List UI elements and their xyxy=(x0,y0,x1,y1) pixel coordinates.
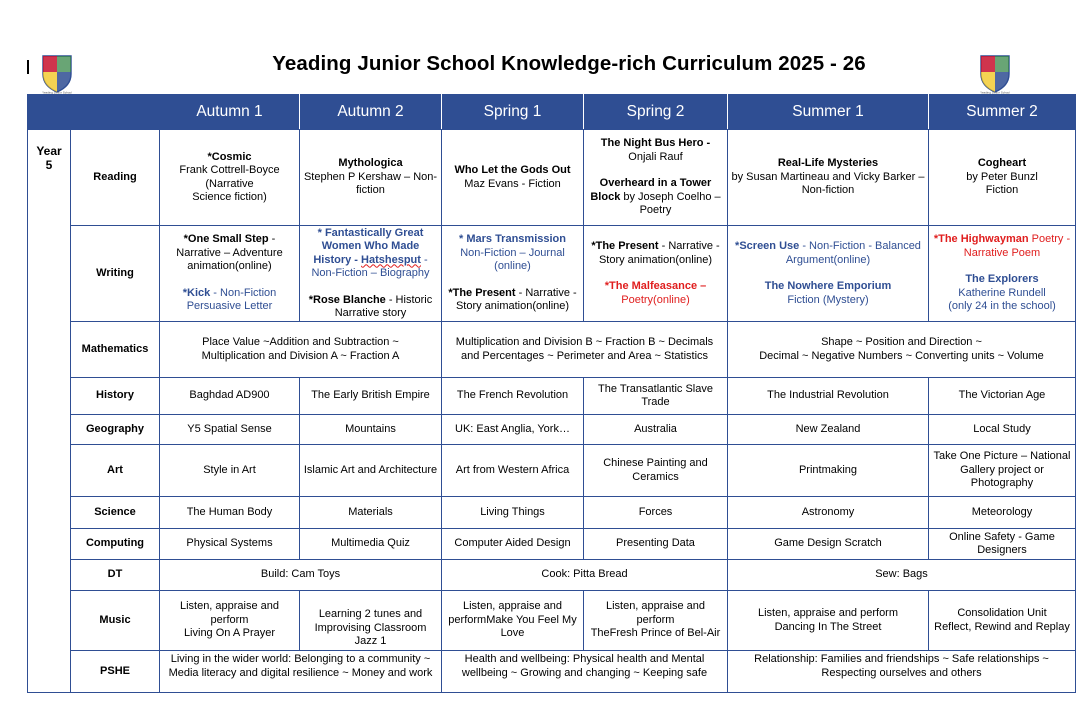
header-autumn-2: Autumn 2 xyxy=(300,95,442,130)
subject-science: Science xyxy=(71,497,160,529)
science-summer-1: Astronomy xyxy=(728,497,929,529)
reading-spring-2: The Night Bus Hero - Onjali Rauf Overheard in a Tower Block by Joseph Coelho – Poetry xyxy=(584,130,728,226)
subject-pshe: PSHE xyxy=(71,651,160,693)
writing-spring-2: *The Present - Narrative - Story animation(online) *The Malfeasance – Poetry(online) xyxy=(584,226,728,322)
art-autumn-2: Islamic Art and Architecture xyxy=(300,445,442,497)
year-label: Year 5 xyxy=(28,130,71,693)
music-autumn-2: Learning 2 tunes and Improvising Classroom Jazz 1 xyxy=(300,591,442,651)
writing-spring-1: * Mars Transmission Non-Fiction – Journal (online) *The Present - Narrative - Story animation(online) xyxy=(442,226,584,322)
science-spring-2: Forces xyxy=(584,497,728,529)
music-summer-2: Consolidation Unit Reflect, Rewind and Replay xyxy=(929,591,1076,651)
computing-summer-1: Game Design Scratch xyxy=(728,529,929,560)
mathematics-spring: Multiplication and Division B ~ Fraction B ~ Decimals and Percentages ~ Perimeter and Area ~ Statistics xyxy=(442,322,728,378)
history-summer-2: The Victorian Age xyxy=(929,378,1076,415)
mathematics-summer: Shape ~ Position and Direction ~ Decimal ~ Negative Numbers ~ Converting units ~ Volume xyxy=(728,322,1076,378)
art-summer-1: Printmaking xyxy=(728,445,929,497)
pshe-summer: Relationship: Families and friendships ~ Safe relationships ~ Respecting ourselves and others xyxy=(728,651,1076,693)
page-title: Yeading Junior School Knowledge-rich Curriculum 2025 - 26 xyxy=(272,52,866,75)
history-spring-1: The French Revolution xyxy=(442,378,584,415)
row-science xyxy=(28,497,1076,529)
art-spring-2: Chinese Painting and Ceramics xyxy=(584,445,728,497)
subject-music: Music xyxy=(71,591,160,651)
history-autumn-1: Baghdad AD900 xyxy=(160,378,300,415)
header-spring-2: Spring 2 xyxy=(584,95,728,130)
computing-spring-1: Computer Aided Design xyxy=(442,529,584,560)
header-spring-1: Spring 1 xyxy=(442,95,584,130)
subject-history: History xyxy=(71,378,160,415)
reading-summer-1: Real-Life Mysteries by Susan Martineau and Vicky Barker – Non-fiction xyxy=(728,130,929,226)
row-writing xyxy=(28,226,1076,322)
subject-dt: DT xyxy=(71,560,160,591)
row-pshe xyxy=(28,651,1076,693)
pshe-autumn: Living in the wider world: Belonging to a community ~ Media literacy and digital resilience ~ Money and work xyxy=(160,651,442,693)
writing-autumn-1: *One Small Step - Narrative – Adventure animation(online) *Kick - Non-Fiction Persuasive Letter xyxy=(160,226,300,322)
subject-reading: Reading xyxy=(71,130,160,226)
reading-autumn-2: Mythologica Stephen P Kershaw – Non-fiction xyxy=(300,130,442,226)
writing-summer-1: *Screen Use - Non-Fiction - Balanced Argument(online) The Nowhere Emporium Fiction (Mystery) xyxy=(728,226,929,322)
writing-autumn-2: * Fantastically Great Women Who Made History - Hatshesput - Non-Fiction – Biography *Rose Blanche - Historic Narrative story xyxy=(300,226,442,322)
science-autumn-1: The Human Body xyxy=(160,497,300,529)
subject-art: Art xyxy=(71,445,160,497)
row-dt xyxy=(28,560,1076,591)
reading-autumn-1: *Cosmic Frank Cottrell-Boyce (Narrative Science fiction) xyxy=(160,130,300,226)
subject-geography: Geography xyxy=(71,415,160,445)
row-art xyxy=(28,445,1076,497)
svg-text:Yeading Junior School: Yeading Junior School xyxy=(42,90,72,94)
science-autumn-2: Materials xyxy=(300,497,442,529)
reading-spring-1: Who Let the Gods Out Maz Evans - Fiction xyxy=(442,130,584,226)
geography-autumn-2: Mountains xyxy=(300,415,442,445)
art-summer-2: Take One Picture – National Gallery project or Photography xyxy=(929,445,1076,497)
row-reading xyxy=(28,130,1076,226)
subject-mathematics: Mathematics xyxy=(71,322,160,378)
row-history xyxy=(28,378,1076,415)
computing-summer-2: Online Safety - Game Designers xyxy=(929,529,1076,560)
row-geography xyxy=(28,415,1076,445)
header-autumn-1: Autumn 1 xyxy=(160,95,300,130)
row-computing xyxy=(28,529,1076,560)
row-mathematics xyxy=(28,322,1076,378)
history-summer-1: The Industrial Revolution xyxy=(728,378,929,415)
music-spring-1: Listen, appraise and performMake You Feel My Love xyxy=(442,591,584,651)
mathematics-autumn: Place Value ~Addition and Subtraction ~ Multiplication and Division A ~ Fraction A xyxy=(160,322,442,378)
dt-spring: Cook: Pitta Bread xyxy=(442,560,728,591)
header-blank xyxy=(28,95,71,130)
geography-spring-1: UK: East Anglia, York… xyxy=(442,415,584,445)
geography-summer-2: Local Study xyxy=(929,415,1076,445)
computing-autumn-1: Physical Systems xyxy=(160,529,300,560)
subject-writing: Writing xyxy=(71,226,160,322)
art-spring-1: Art from Western Africa xyxy=(442,445,584,497)
reading-summer-2: Cogheart by Peter Bunzl Fiction xyxy=(929,130,1076,226)
dt-summer: Sew: Bags xyxy=(728,560,1076,591)
science-spring-1: Living Things xyxy=(442,497,584,529)
geography-summer-1: New Zealand xyxy=(728,415,929,445)
writing-summer-2: *The Highwayman Poetry - Narrative Poem The Explorers Katherine Rundell (only 24 in the school) xyxy=(929,226,1076,322)
pshe-spring: Health and wellbeing: Physical health and Mental wellbeing ~ Growing and changing ~ Keeping safe xyxy=(442,651,728,693)
term-header-row xyxy=(28,95,1076,130)
header-summer-1: Summer 1 xyxy=(728,95,929,130)
history-autumn-2: The Early British Empire xyxy=(300,378,442,415)
curriculum-table xyxy=(27,94,1076,693)
geography-autumn-1: Y5 Spatial Sense xyxy=(160,415,300,445)
art-autumn-1: Style in Art xyxy=(160,445,300,497)
svg-text:Yeading Junior School: Yeading Junior School xyxy=(980,90,1010,94)
music-summer-1: Listen, appraise and perform Dancing In The Street xyxy=(728,591,929,651)
music-spring-2: Listen, appraise and perform TheFresh Prince of Bel-Air xyxy=(584,591,728,651)
geography-spring-2: Australia xyxy=(584,415,728,445)
history-spring-2: The Transatlantic Slave Trade xyxy=(584,378,728,415)
computing-autumn-2: Multimedia Quiz xyxy=(300,529,442,560)
subject-computing: Computing xyxy=(71,529,160,560)
header-blank xyxy=(71,95,160,130)
computing-spring-2: Presenting Data xyxy=(584,529,728,560)
dt-autumn: Build: Cam Toys xyxy=(160,560,442,591)
music-autumn-1: Listen, appraise and perform Living On A Prayer xyxy=(160,591,300,651)
row-music xyxy=(28,591,1076,651)
header-summer-2: Summer 2 xyxy=(929,95,1076,130)
science-summer-2: Meteorology xyxy=(929,497,1076,529)
